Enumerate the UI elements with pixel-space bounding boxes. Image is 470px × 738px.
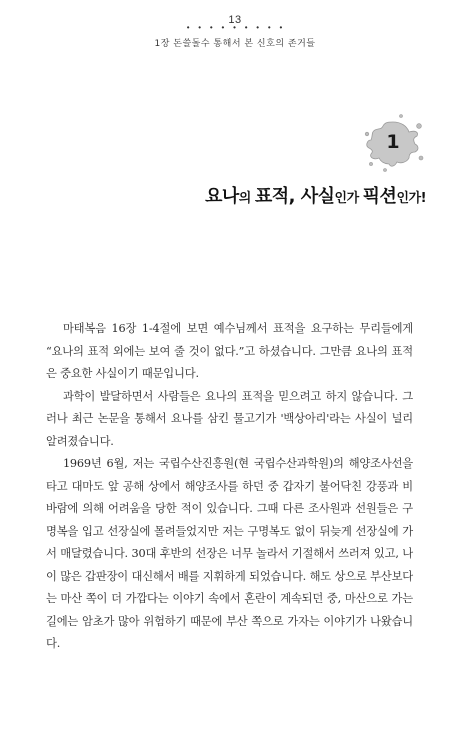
running-title: 1장 돈쓸돌수 통해서 본 신호의 존거들 xyxy=(154,39,316,49)
chapter-badge xyxy=(361,112,425,172)
page-header xyxy=(0,14,470,49)
chapter-title-part: 픽션 xyxy=(362,186,397,207)
header-dots: • • • • • • • • • xyxy=(185,24,285,33)
chapter-title-part: 인가 xyxy=(334,191,363,206)
chapter-title-part: 표적, 사실 xyxy=(254,186,335,207)
body-text xyxy=(46,318,413,656)
paragraph: 마태복음 16장 1-4절에 보면 예수님께서 표적을 요구하는 무리들에게 “요나의 표적 외에는 보여 줄 것이 없다.”고 하셨습니다. 그만큼 요나의 표적은 중요한 사실이기 때문입니다. xyxy=(46,322,413,380)
page-number: 13 xyxy=(228,14,242,26)
paragraph: 과학이 발달하면서 사람들은 요나의 표적을 믿으려고 하지 않습니다. 그러나 최근 논문을 통해서 요나를 삼킨 물고기가 '백상아리'라는 사실이 널리 알려졌습니다. xyxy=(46,389,413,448)
paragraph: 1969년 6월, 저는 국립수산진흥원(현 국립수산과학원)의 해양조사선을 타고 대마도 앞 공해 상에서 해양조사를 하던 중 갑자기 불어닥친 강풍과 비바람에 의해 어려움을 당한 적이 있습니다. 그때 다른 조사원과 선원들은 구명복을 입고 선장실에 몰려들었지만 저는 구명복도 없이 뒤늦게 선장실에 가서 매달렸습니다. 30대 후반의 선장은 너무 놀라서 기절해서 쓰러져 있고, 나이 많은 갑판장이 대신해서 배를 지휘하게 되었습니다. 해도 상으로 부산보다는 마산 쪽이 더 가깝다는 이야기 속에서 혼란이 계속되던 중, 마산으로 가는 길에는 암초가 많아 위험하기 때문에 부산 쪽으로 가자는 이야기가 나왔습니다. xyxy=(46,457,413,650)
chapter-number: 1 xyxy=(386,131,400,153)
chapter-title xyxy=(205,182,426,208)
chapter-title-part: 의 xyxy=(238,191,255,206)
chapter-title-part: 요나 xyxy=(204,186,239,207)
chapter-title-part: 인가! xyxy=(396,191,426,206)
